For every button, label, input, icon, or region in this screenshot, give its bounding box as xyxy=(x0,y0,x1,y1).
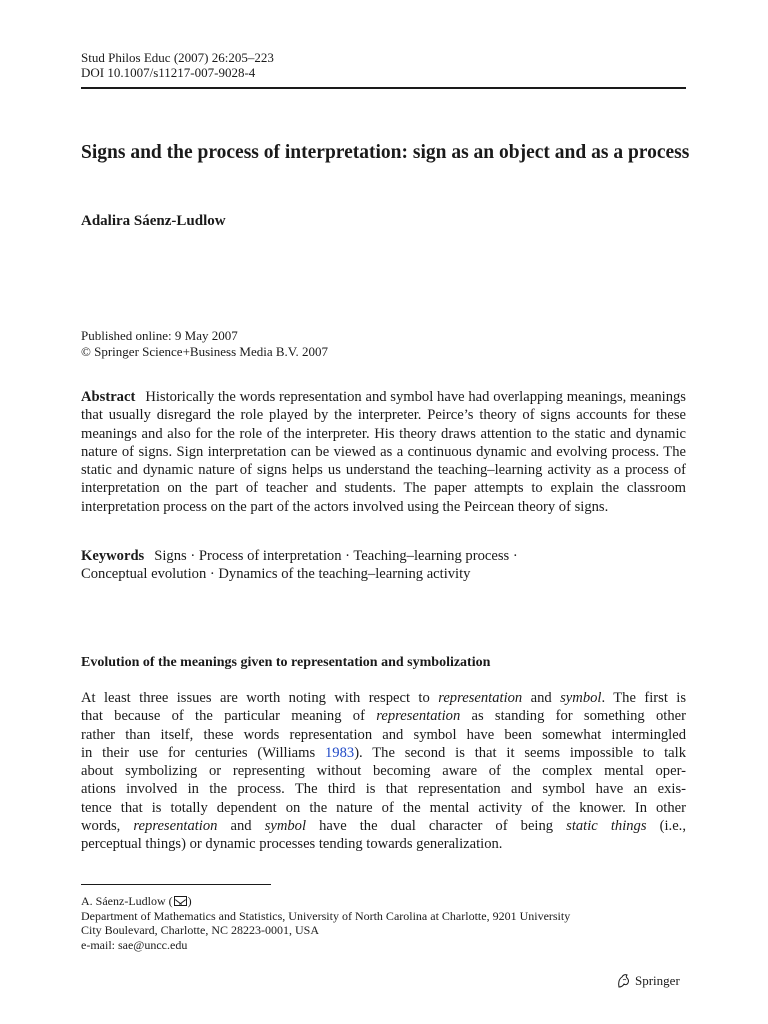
journal-header xyxy=(81,50,274,80)
body-line: words, representation and symbol have the dual character of being static things (i.e., xyxy=(81,818,686,835)
body-line: At least three issues are worth noting with respect to representation and symbol. The first is xyxy=(81,690,687,706)
author-footnote xyxy=(81,894,691,952)
publisher-name: Springer xyxy=(635,973,680,988)
footnote-author: A. Sáenz-Ludlow ( ) xyxy=(81,894,192,908)
body-line: about symbolizing or representing without becoming aware of the complex mental oper- xyxy=(81,763,686,780)
springer-horse-icon xyxy=(616,973,631,989)
copyright-notice: © Springer Science+Business Media B.V. 2007 xyxy=(81,343,328,359)
journal-citation: Stud Philos Educ (2007) 26:205–223 xyxy=(81,50,274,65)
journal-doi[interactable]: DOI 10.1007/s11217-007-9028-4 xyxy=(81,65,256,80)
footnote-address-line-2: City Boulevard, Charlotte, NC 28223-0001, USA xyxy=(81,923,319,937)
published-online-date: Published online: 9 May 2007 xyxy=(81,328,238,343)
body-line: in their use for centuries (Williams 1983). The second is that it seems impossible to talk xyxy=(81,744,686,761)
keywords-label: Keywords xyxy=(81,548,145,564)
abstract xyxy=(81,388,686,516)
keywords xyxy=(81,547,686,584)
keywords-line-1: Signs · Process of interpretation · Teaching–learning process · xyxy=(154,548,518,564)
footnote-email[interactable]: e-mail: sae@uncc.edu xyxy=(81,937,188,952)
body-line: rather than itself, these words representation and symbol have been somewhat intermingled xyxy=(81,726,686,743)
citation-link-williams-1983[interactable]: 1983 xyxy=(325,744,355,761)
publisher-logo xyxy=(616,973,680,989)
body-line: tence that is totally dependent on the nature of the mental activity of the knower. In other xyxy=(81,799,686,816)
body-line: that because of the particular meaning of representation as standing for something other xyxy=(81,708,686,725)
abstract-label: Abstract xyxy=(81,389,136,405)
footnote-address-line-1: Department of Mathematics and Statistics, University of North Carolina at Charlotte, 9201 University xyxy=(81,908,571,923)
keywords-line-2: Conceptual evolution · Dynamics of the teaching–learning activity xyxy=(81,566,471,583)
body-paragraph xyxy=(81,689,686,854)
article-author: Adalira Sáenz-Ludlow xyxy=(81,213,226,229)
article-title: Signs and the process of interpretation: sign as an object and as a process xyxy=(81,142,690,163)
envelope-icon[interactable] xyxy=(174,896,187,906)
header-divider xyxy=(81,87,686,89)
body-line: perceptual things) or dynamic processes tending towards generalization. xyxy=(81,836,503,853)
section-heading: Evolution of the meanings given to representation and symbolization xyxy=(81,655,491,670)
footnote-divider xyxy=(81,884,271,885)
publication-info xyxy=(81,328,328,359)
abstract-text: Historically the words representation and symbol have had overlapping meanings, meanings that usually disregard the role played by the interpreter. Peirce’s theory of signs accounts for these meanings and also for the role of the interpreter. His theory draws attention to the static and dynamic nature of signs. Sign interpretation can be viewed as a continuous dynamic and evolving process. The static and dynamic nature of signs helps us understand the teaching–learning activity as a process of interpretation on the part of teacher and students. The paper attempts to explain the classroom interpretation process on the part of the actors involved using the Peircean theory of signs. xyxy=(81,389,686,515)
body-line: ations involved in the process. The third is that representation and symbol have an exis- xyxy=(81,781,686,798)
